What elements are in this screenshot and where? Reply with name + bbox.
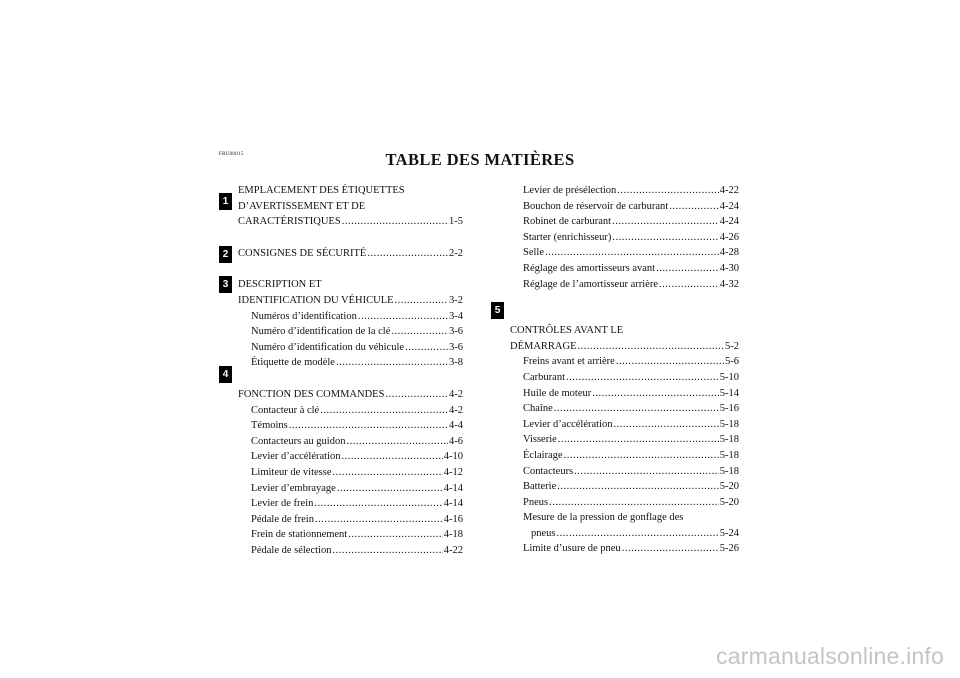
toc-entry-text: FONCTION DES COMMANDES xyxy=(238,388,385,400)
section-tab-3: 3 xyxy=(219,276,232,293)
toc-subentry[interactable]: Frein de stationnement ..... 4-18 xyxy=(238,527,463,543)
toc-page-number: 4-2 xyxy=(449,388,463,400)
toc-subentry[interactable]: Pédale de sélection ..... 4-22 xyxy=(238,543,463,559)
toc-subentry[interactable]: Robinet de carburant ..... 4-24 xyxy=(510,214,739,230)
toc-subentry[interactable]: Huile de moteur ..... 5-14 xyxy=(510,386,739,402)
toc-subentry[interactable]: Pédale de frein ..... 4-16 xyxy=(238,512,463,528)
toc-entry-section-1[interactable] xyxy=(238,183,463,230)
toc-subentry[interactable]: Contacteur à clé ..... 4-2 xyxy=(238,403,463,419)
toc-subentry[interactable]: Freins avant et arrière ..... 5-6 xyxy=(510,354,739,370)
toc-entry-section-5[interactable] xyxy=(510,323,739,354)
toc-subentry[interactable]: Levier d’accélération ..... 5-18 xyxy=(510,417,739,433)
toc-subentry[interactable]: Réglage de l’amortisseur arrière ..... 4-32 xyxy=(510,277,739,293)
toc-subentry[interactable]: Limiteur de vitesse ..... 4-12 xyxy=(238,465,463,481)
page-title: TABLE DES MATIÈRES xyxy=(385,150,575,169)
toc-entry-section-2[interactable] xyxy=(238,246,463,262)
toc-subentry[interactable]: Témoins ..... 4-4 xyxy=(238,418,463,434)
toc-entry-text: CONSIGNES DE SÉCURITÉ xyxy=(238,247,367,259)
toc-entry-text: EMPLACEMENT DES ÉTIQUETTES xyxy=(238,185,405,196)
toc-subentry[interactable]: Starter (enrichisseur) ..... 4-26 xyxy=(510,230,739,246)
toc-subentry[interactable]: Batterie ..... 5-20 xyxy=(510,479,739,495)
toc-entry-section-3[interactable] xyxy=(238,277,463,308)
toc-subentry[interactable]: Limite d’usure de pneu ..... 5-26 xyxy=(510,541,739,557)
toc-subentry[interactable]: Numéros d’identification ..... 3-4 xyxy=(238,309,463,325)
toc-subentry[interactable]: Levier de frein ..... 4-14 xyxy=(238,496,463,512)
toc-entry-text: CARACTÉRISTIQUES xyxy=(238,216,341,228)
toc-subentry[interactable]: Chaîne ..... 5-16 xyxy=(510,401,739,417)
toc-page-number: 1-5 xyxy=(449,216,463,228)
toc-entry-text: DÉMARRAGE xyxy=(510,340,577,352)
toc-page-number: 5-2 xyxy=(725,340,739,352)
toc-entry-text: D’AVERTISSEMENT ET DE xyxy=(238,200,366,212)
toc-subentry[interactable]: Numéro d’identification du véhicule ..... 3-6 xyxy=(238,340,463,356)
toc-subentry[interactable]: Étiquette de modèle ..... 3-8 xyxy=(238,355,463,371)
section-tab-2: 2 xyxy=(219,246,232,263)
toc-subentry[interactable]: Pneus ..... 5-20 xyxy=(510,495,739,511)
toc-subentry[interactable]: Réglage des amortisseurs avant ..... 4-30 xyxy=(510,261,739,277)
toc-subentry[interactable]: Levier de présélection ..... 4-22 xyxy=(510,183,739,199)
section-tab-4: 4 xyxy=(219,366,232,383)
toc-subentry[interactable]: Contacteurs ..... 5-18 xyxy=(510,464,739,480)
toc-subentry[interactable]: Éclairage ..... 5-18 xyxy=(510,448,739,464)
section-tab-1: 1 xyxy=(219,193,232,210)
toc-subentry[interactable]: Carburant ..... 5-10 xyxy=(510,370,739,386)
toc-subentry[interactable]: Visserie ..... 5-18 xyxy=(510,432,739,448)
toc-subentry[interactable]: Selle ..... 4-28 xyxy=(510,245,739,261)
section-tab-5: 5 xyxy=(491,302,504,319)
toc-subentry[interactable]: Contacteurs au guidon ..... 4-6 xyxy=(238,434,463,450)
toc-entry-text: CONTRÔLES AVANT LE xyxy=(510,325,624,337)
toc-subentry[interactable]: Levier d’embrayage ..... 4-14 xyxy=(238,481,463,497)
document-code: FBU00015 xyxy=(219,152,244,157)
watermark: carmanualsonline.info xyxy=(716,643,944,669)
toc-subentry[interactable]: Bouchon de réservoir de carburant ..... 4-24 xyxy=(510,199,739,215)
toc-entry-section-4[interactable] xyxy=(238,387,463,403)
toc-page-number: 2-2 xyxy=(449,247,463,259)
toc-left-column xyxy=(238,183,463,558)
toc-right-column xyxy=(510,183,739,557)
toc-page-number: 3-2 xyxy=(449,294,463,306)
toc-subentry[interactable]: Numéro d’identification de la clé ..... 3-6 xyxy=(238,324,463,340)
toc-subentry[interactable]: Levier d’accélération ..... 4-10 xyxy=(238,449,463,465)
toc-entry-text: IDENTIFICATION DU VÉHICULE xyxy=(238,294,394,306)
toc-subentry-tire-pressure[interactable]: Mesure de la pression de gonflage des pneus ..... 5-24 xyxy=(510,510,739,541)
toc-entry-text: DESCRIPTION ET xyxy=(238,279,322,291)
